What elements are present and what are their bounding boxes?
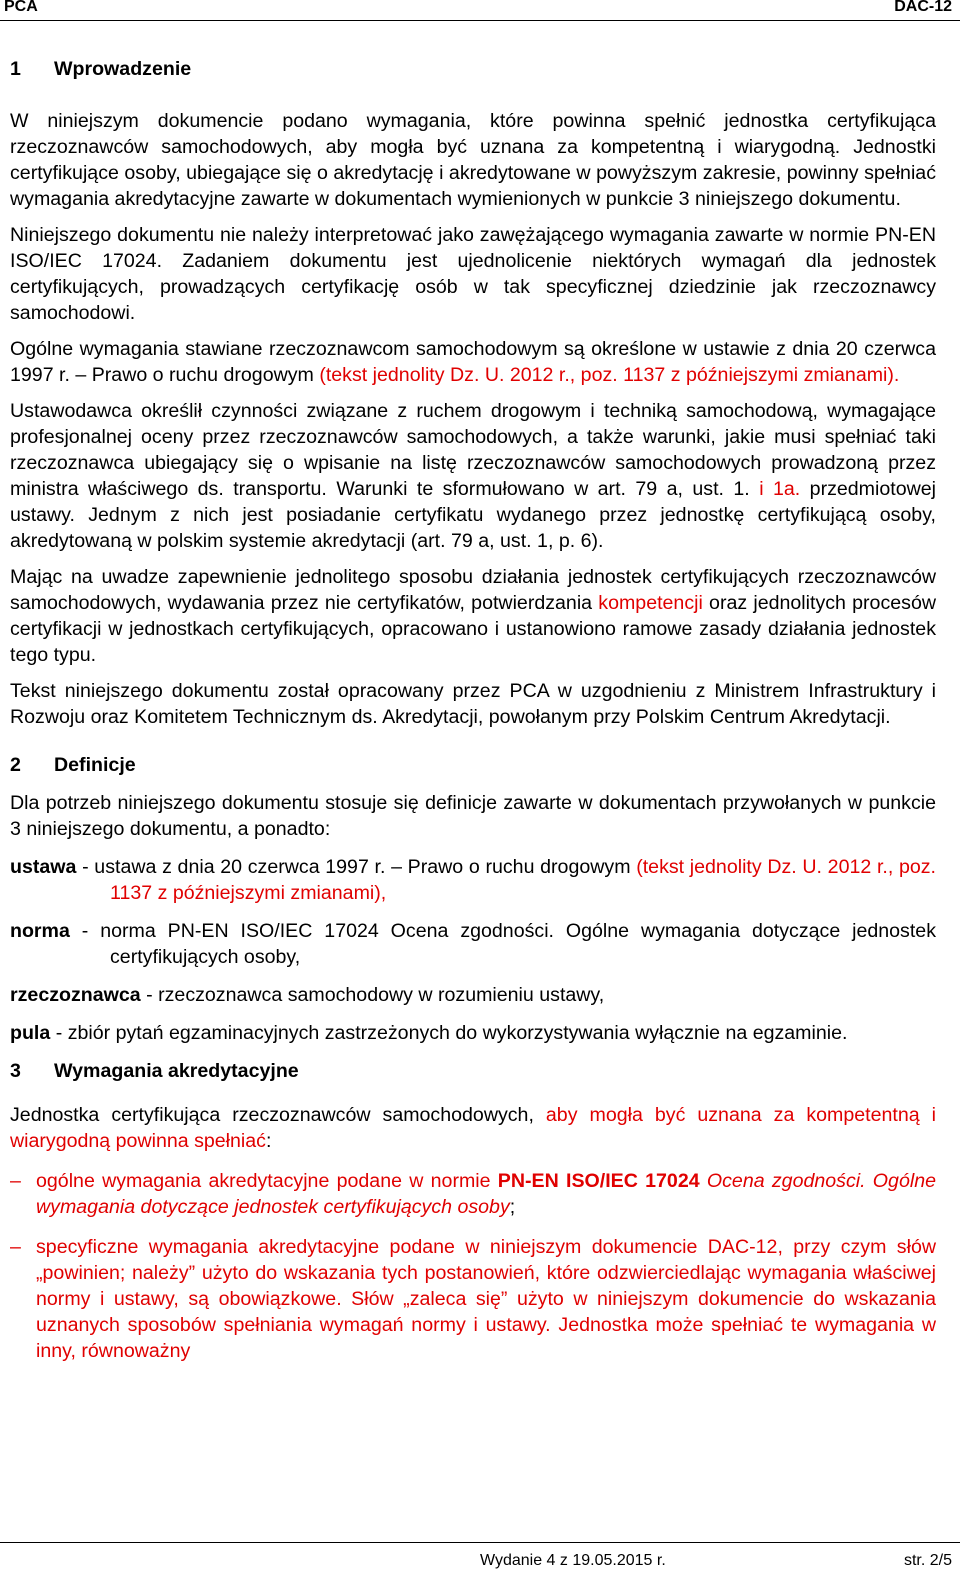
paragraph: Tekst niniejszego dokumentu został opracowany przez PCA w uzgodnieniu z Ministrem Infrastruktury i Rozwoju oraz Komitetem Technicznym ds. Akredytacji, powołanym przy Polskim Centrum Akredytacji.: [10, 680, 936, 728]
definition-item: norma - norma PN-EN ISO/IEC 17024 Ocena zgodności. Ogólne wymagania dotyczące jednostek certyfikujących osoby,: [10, 920, 936, 968]
paragraph: Jednostka certyfikująca rzeczoznawców samochodowych, aby mogła być uznana za kompetentną i wiarygodną powinna spełniać:: [10, 1104, 936, 1152]
footer-rule: [0, 1542, 960, 1543]
page-header: [0, 0, 960, 22]
dash-bullet: –: [10, 1170, 21, 1192]
paragraph: Ustawodawca określił czynności związane z ruchem drogowym i techniką samochodową, wymagające profesjonalnej oceny przez rzeczoznawców samochodowych, a także warunki, jakie musi spełniać taki rzeczoznawca ubiegający się o wpisanie na listę rzeczoznawców samochodowych prowadzoną przez ministra właściwego ds. transportu. Warunki te sformułowano w art. 79 a, ust. 1. i 1a. przedmiotowej ustawy. Jednym z nich jest posiadanie certyfikatu wydanego przez jednostkę certyfikującą osoby, akredytowaną w polskim systemie akredytacji (art. 79 a, ust. 1, p. 6).: [10, 400, 936, 552]
dash-bullet: –: [10, 1236, 21, 1258]
definition-item: rzeczoznawca - rzeczoznawca samochodowy w rozumieniu ustawy,: [10, 984, 605, 1006]
section-heading-2: 2 Definicje: [10, 754, 136, 776]
header-rule: [0, 20, 960, 21]
definition-item: ustawa - ustawa z dnia 20 czerwca 1997 r. – Prawo o ruchu drogowym (tekst jednolity Dz. U. 2012 r., poz. 1137 z późniejszymi zmianami),: [10, 856, 936, 904]
paragraph: Dla potrzeb niniejszego dokumentu stosuje się definicje zawarte w dokumentach przywołanych w punkcie 3 niniejszego dokumentu, a ponadto:: [10, 792, 936, 840]
header-org: PCA: [4, 0, 38, 15]
section-heading-3: 3 Wymagania akredytacyjne: [10, 1060, 299, 1082]
paragraph: Niniejszego dokumentu nie należy interpretować jako zawężającego wymagania zawarte w normie PN-EN ISO/IEC 17024. Zadaniem dokumentu jest ujednolicenie niektórych wymagań dla jednostek certyfikujących, prowadzących certyfikację osób w tak specyficznej dziedzinie jak rzeczoznawcy samochodowi.: [10, 224, 936, 324]
edition-label: Wydanie 4 z 19.05.2015 r.: [480, 1552, 666, 1569]
document-body: [10, 56, 936, 1364]
list-item: – specyficzne wymagania akredytacyjne podane w niniejszym dokumencie DAC-12, przy czym słów „powinien; należy” użyto do wskazania tych postanowień, które odzwierciedlając wymagania właściwej normy i ustawy, są obowiązkowe. Słów „zaleca się” użyto w niniejszym dokumencie do wskazania uznanych sposobów spełniania wymagań normy i ustawy. Jednostka może spełniać te wymagania w inny, równoważny: [10, 1236, 936, 1362]
paragraph: W niniejszym dokumencie podano wymagania, które powinna spełnić jednostka certyfikująca rzeczoznawców samochodowych, aby mogła być uznana za kompetentną i wiarygodną. Jednostki certyfikujące osoby, ubiegające się o akredytację i akredytowane w powyższym zakresie, powinny spełniać wymagania akredytacyjne zawarte w dokumentach wymienionych w punkcie 3 niniejszego dokumentu.: [10, 110, 936, 210]
definition-item: pula - zbiór pytań egzaminacyjnych zastrzeżonych do wykorzystywania wyłącznie na egzaminie.: [10, 1022, 848, 1044]
paragraph: Ogólne wymagania stawiane rzeczoznawcom samochodowym są określone w ustawie z dnia 20 czerwca 1997 r. – Prawo o ruchu drogowym (tekst jednolity Dz. U. 2012 r., poz. 1137 z późniejszymi zmianami).: [10, 338, 936, 386]
section-heading-1: 1 Wprowadzenie: [10, 58, 192, 80]
page-number: str. 2/5: [903, 1552, 952, 1569]
header-doc-code: DAC-12: [894, 0, 952, 15]
list-item: – ogólne wymagania akredytacyjne podane w normie PN-EN ISO/IEC 17024 Ocena zgodności. Ogólne wymagania dotyczące jednostek certyfikujących osoby;: [10, 1170, 936, 1218]
paragraph: Mając na uwadze zapewnienie jednolitego sposobu działania jednostek certyfikujących rzeczoznawców samochodowych, wydawania przez nie certyfikatów, potwierdzania kompetencji oraz jednolitych procesów certyfikacji w jednostkach certyfikujących, opracowano i ustanowiono ramowe zasady działania jednostek tego typu.: [10, 566, 936, 666]
